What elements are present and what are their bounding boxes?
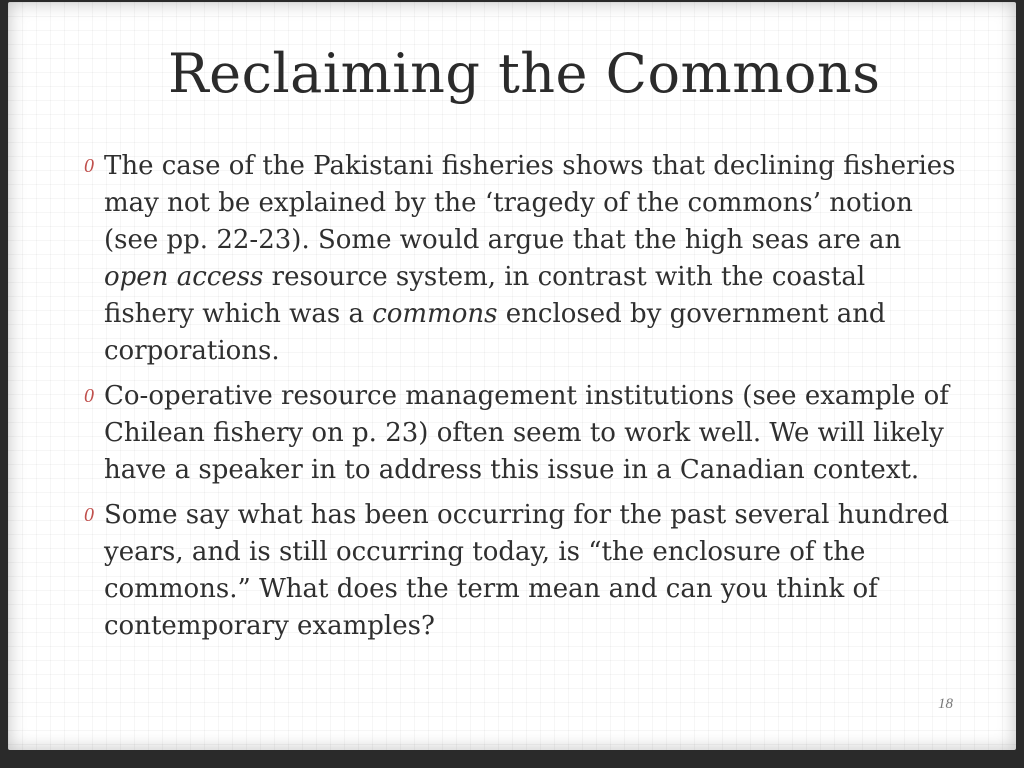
bullet-marker: 0 <box>84 504 94 526</box>
bullet-text-segment: The case of the Pakistani fisheries shows that declining fisheries may not be explained by the ‘tragedy of the commons’ notion (see pp. 22-23). Some would argue that the high seas are an <box>104 151 956 255</box>
bullet-text-italic: open access <box>104 262 264 292</box>
bullet-item <box>82 497 962 645</box>
bullet-marker: 0 <box>84 385 94 407</box>
slide <box>8 2 1016 750</box>
bullet-item <box>82 148 962 370</box>
bullet-list <box>82 148 962 653</box>
bullet-text-segment: resource system, in contrast with the coastal fishery which was a <box>104 262 866 329</box>
slide-title: Reclaiming the Commons <box>168 42 881 105</box>
bullet-text-segment: enclosed by government and corporations. <box>104 299 886 366</box>
bullet-item <box>82 378 962 489</box>
bullet-marker: 0 <box>84 155 94 177</box>
page-number: 18 <box>938 696 953 712</box>
bullet-text-italic: commons <box>372 299 498 329</box>
bullet-text-segment: Co-operative resource management institutions (see example of Chilean fishery on p. 23) often seem to work well. We will likely have a speaker in to address this issue in a Canadian context. <box>104 381 949 485</box>
bullet-text-segment: Some say what has been occurring for the past several hundred years, and is still occurring today, is “the enclosure of the commons.” What does the term mean and can you think of contemporary examples? <box>104 500 950 641</box>
